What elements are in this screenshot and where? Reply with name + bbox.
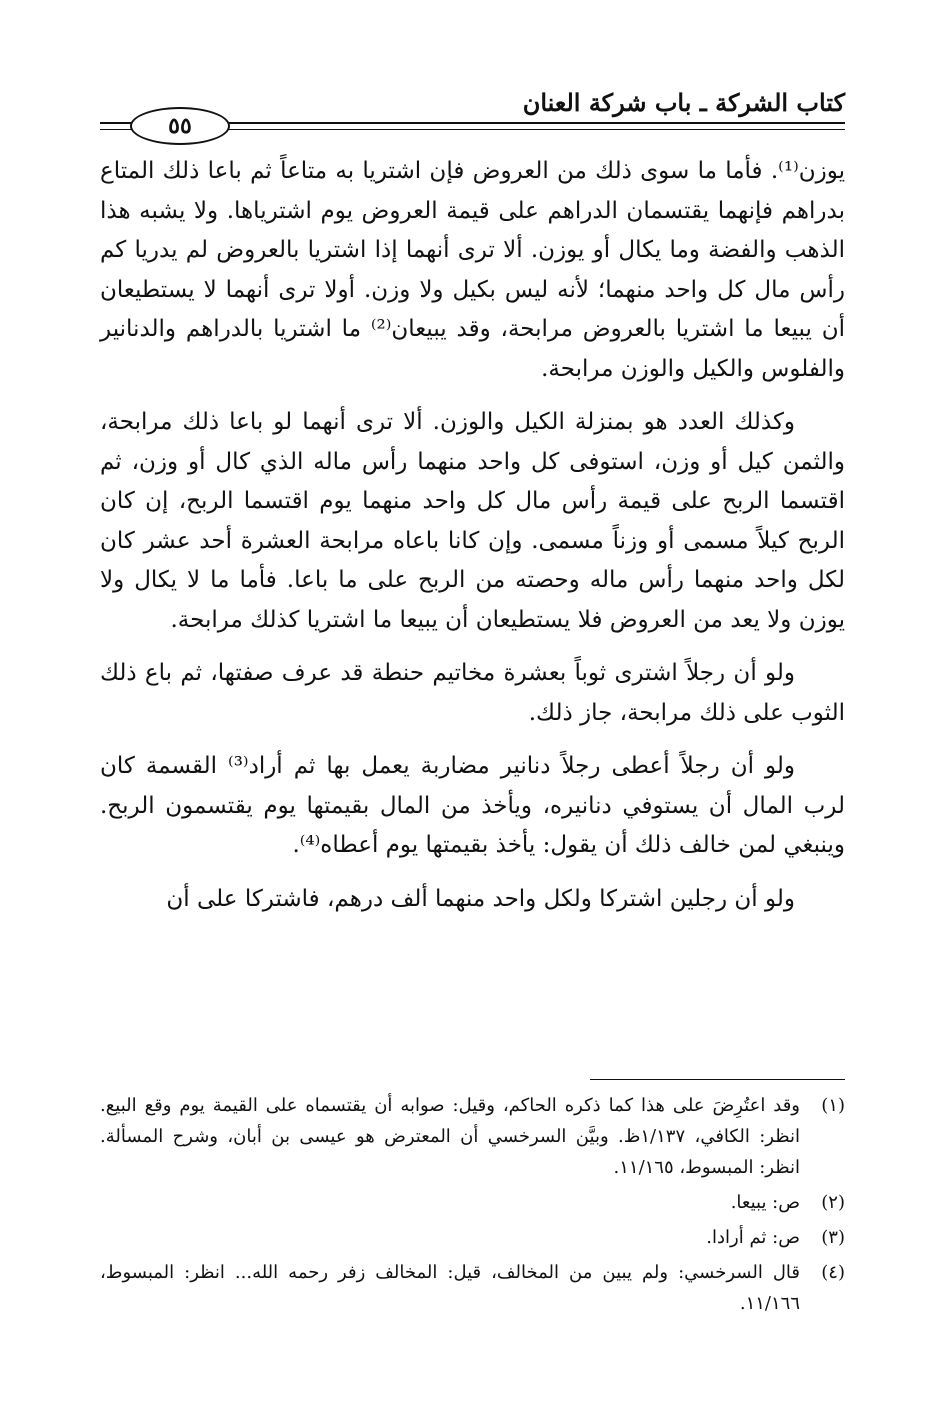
running-title: كتاب الشركة ـ باب شركة العنان: [522, 88, 845, 117]
paragraph-4: ولو أن رجلاً أعطى رجلاً دنانير مضاربة يعمل بها ثم أراد⁽³⁾ القسمة كان لرب المال أن يستوفي دنانيره، ويأخذ من المال بقيمتها يوم يقتسمون الربح. وينبغي لمن خالف ذلك أن يقول: يأخذ بقيمتها يوم أعطاه⁽⁴⁾.: [100, 753, 845, 858]
footnote-3: [100, 1222, 845, 1253]
page-number: ٥٥: [130, 107, 230, 145]
footnote-text: ص: ثم أرادا.: [706, 1227, 800, 1248]
footnote-2: [100, 1187, 845, 1218]
footnote-number: (٣): [821, 1227, 845, 1248]
paragraph-2: وكذلك العدد هو بمنزلة الكيل والوزن. ألا ترى أنهما لو باعا ذلك مرابحة، والثمن كيل أو وزن، استوفى كل واحد منهما رأس ماله الذي كال أو وزن، ثم اقتسما الربح على قيمة رأس مال كل واحد منهما يوم اقتسما الربح، إن كان الربح كيلاً مسمى أو وزناً مسمى. وإن كانا باعاه مرابحة العشرة أحد عشر كان لكل واحد منهما رأس ماله وحصته من الربح على ما باعا. فأما ما لا يكال ولا يوزن ولا يعد من العروض فلا يستطيعان أن يبيعا ما اشتريا كذلك مرابحة.: [100, 409, 845, 633]
footnote-4: [100, 1257, 845, 1319]
footnote-separator: [590, 1079, 845, 1080]
paragraph-3: ولو أن رجلاً اشترى ثوباً بعشرة مخاتيم حنطة قد عرف صفتها، ثم باع ذلك الثوب على ذلك مرابحة، جاز ذلك.: [100, 660, 845, 726]
footnote-1: [100, 1090, 845, 1183]
footnote-text: قال السرخسي: ولم يبين من المخالف، قيل: المخالف زفر رحمه الله... انظر: المبسوط، ١١/١٦٦.: [100, 1262, 800, 1314]
page-header: [100, 78, 845, 138]
footnote-text: ص: يبيعا.: [730, 1192, 800, 1213]
footnote-number: (٢): [821, 1192, 845, 1213]
paragraph-1: يوزن⁽¹⁾. فأما ما سوى ذلك من العروض فإن اشتريا به متاعاً ثم باعا ذلك المتاع بدراهم فإنهما يقتسمان الدراهم على قيمة العروض يوم اشترياها. ولا يشبه هذا الذهب والفضة وما يكال أو يوزن. ألا ترى أنهما إذا اشتريا بالعروض لم يدريا كم رأس مال كل واحد منهما؛ لأنه ليس بكيل ولا وزن. أولا ترى أنهما لا يستطيعان أن يبيعا ما اشتريا بالعروض مرابحة، وقد يبيعان⁽²⁾ ما اشتريا بالدراهم والدنانير والفلوس والكيل والوزن مرابحة.: [100, 158, 845, 382]
footnote-number: (٤): [821, 1262, 845, 1283]
footnote-number: (١): [821, 1095, 845, 1116]
footnote-text: وقد اعتُرِضَ على هذا كما ذكره الحاكم، وقيل: صوابه أن يقتسماه على القيمة يوم وقع البيع. انظر: الكافي، ١/١٣٧ظ. وبيَّن السرخسي أن المعترض هو عيسى بن أبان، وشرح المسألة. انظر: المبسوط، ١١/١٦٥.: [100, 1095, 800, 1178]
paragraph-5: ولو أن رجلين اشتركا ولكل واحد منهما ألف درهم، فاشتركا على أن: [166, 885, 795, 912]
footnotes: [100, 1090, 845, 1323]
main-text: [100, 152, 845, 933]
